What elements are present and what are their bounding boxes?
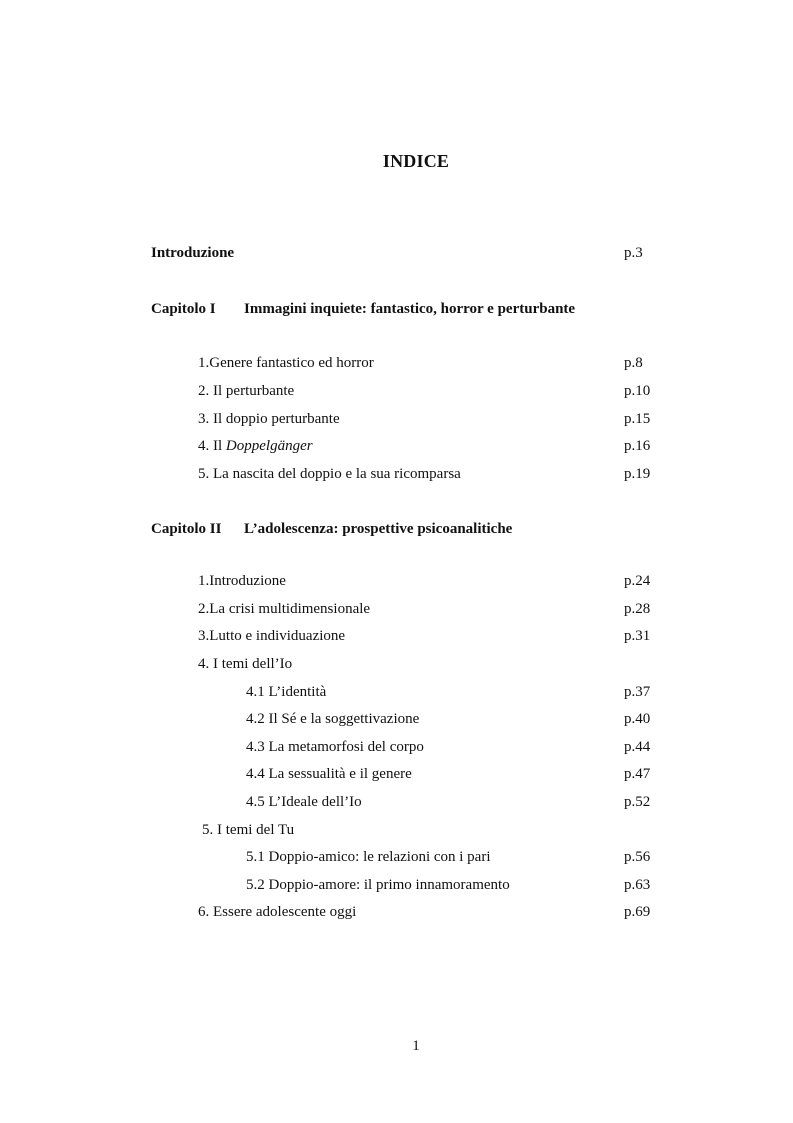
toc-entry-page: p.19 [624,466,651,482]
toc-intro-label: Introduzione [151,245,235,261]
toc-entry-page: p.10 [624,383,651,399]
toc-entry-page: p.28 [624,601,651,617]
toc-subentry: 4.2 Il Sé e la soggettivazione [246,711,420,727]
toc-subentry: 4.5 L’Ideale dell’Io [246,794,362,810]
chapter-2-number: Capitolo II [151,521,222,537]
chapter-1-title: Immagini inquiete: fantastico, horror e perturbante [244,301,576,317]
toc-entry-page: p.47 [624,766,651,782]
toc-entry-page: p.8 [624,355,643,371]
chapter-1-number: Capitolo I [151,301,216,317]
toc-entry: 5. La nascita del doppio e la sua ricomparsa [198,466,461,482]
toc-subentry: 5.1 Doppio-amico: le relazioni con i pari [246,849,491,865]
toc-entry-label-prefix: 4. Il [198,438,226,454]
toc-entry-page: p.63 [624,877,651,893]
toc-intro-page: p.3 [624,245,643,261]
toc-subentry: 4.4 La sessualità e il genere [246,766,412,782]
toc-subentry: 4.3 La metamorfosi del corpo [246,739,424,755]
toc-entry: 5. I temi del Tu [202,822,295,838]
toc-entry-page: p.52 [624,794,651,810]
toc-entry-label-italic: Doppelgänger [225,438,313,454]
toc-entry: 3.Lutto e individuazione [198,628,346,644]
toc-entry: 3. Il doppio perturbante [198,411,340,427]
toc-entry: 2. Il perturbante [198,383,295,399]
toc-entry: 4. I temi dell’Io [198,656,293,672]
toc-entry-page: p.37 [624,684,651,700]
toc-entry-page: p.44 [624,739,651,755]
toc-entry-page: p.56 [624,849,651,865]
toc-entry-page: p.40 [624,711,651,727]
toc-entry: 6. Essere adolescente oggi [198,904,357,920]
chapter-2-heading [151,519,512,539]
toc-entry: 1.Introduzione [198,573,286,589]
toc-entry-page: p.31 [624,628,651,644]
toc-entry-page: p.24 [624,573,651,589]
toc-entry-page: p.15 [624,411,651,427]
chapter-1-heading [151,299,575,319]
toc-entry-page: p.16 [624,438,651,454]
toc-entry-page: p.69 [624,904,651,920]
toc-subentry: 5.2 Doppio-amore: il primo innamoramento [246,877,510,893]
page-title: INDICE [382,151,450,171]
toc-entry [198,436,313,456]
footer-page-number: 1 [412,1038,420,1054]
toc-entry: 1.Genere fantastico ed horror [198,355,374,371]
chapter-2-title: L’adolescenza: prospettive psicoanalitiche [244,521,513,537]
toc-entry: 2.La crisi multidimensionale [198,601,371,617]
toc-subentry: 4.1 L’identità [246,684,327,700]
